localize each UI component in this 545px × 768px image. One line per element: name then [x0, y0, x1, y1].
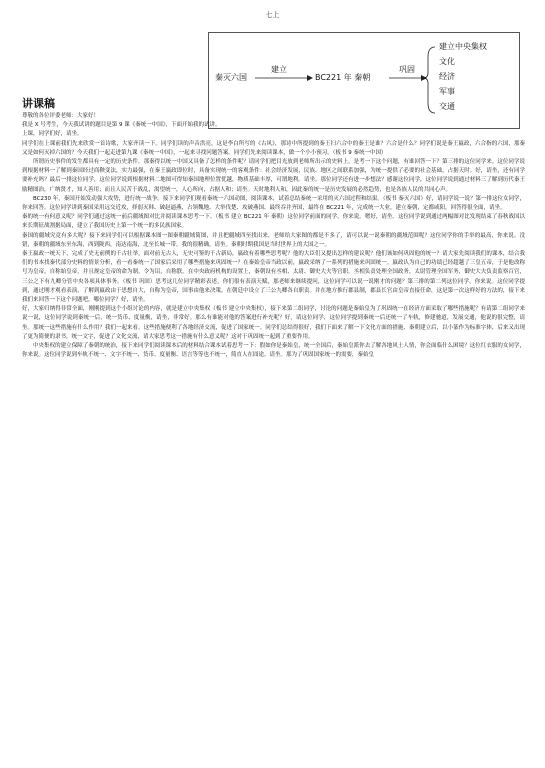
diagram-arrow2-label: 巩固	[399, 65, 415, 74]
paragraph: 所谓历史事件的发生都具有一定的历史条件，那秦得以统一中国又具备了怎样的条件呢？请同学们把目光放到老师所出示的史料上，是考一下这个问题，有谁回答一下？第三排的这位同学来。这位同学说到根据材料一了解到秦国经过商鞅变法，实力最强，在秦王嬴政即位时，具备实现统一的客观条件：社会经济发展，民族、地区之间联系加强，为统一提供了必要的社会基础，占据天时。好，请坐，还有同学要补充吗？最后一排这位同学，这位同学说到根据材料二地图可得知秦国地理位置优越，物质基础丰厚，可谓地利。请坐。那位同学还有进一步想法？感谢这位同学，这位同学说到通过材料三了解到历代秦王励精图治，广纳贤才，知人善用；而且人民苦于战乱，渴望统一，人心所向，占据人和；请坐。天时地利人和，因此秦的统一是历史发展的必然趋势，也是各族人民的共同心声。	[22, 159, 525, 193]
paragraph: 秦国的疆域究竟有多大呢？接下来同学们可以根据课本图一图秦朝疆域简图，并且把疆域四至找出来，老师给大家图的都是不多了，请可以说一说秦朝的疆域范围呢？这位同学你的手举的最高，你来说。没错，秦朝的疆域东至东海，西到陇西，南达南海，北至长城一带。我的很精确，请坐。秦朝时期我国是当时世界上的大国之一。	[22, 232, 525, 248]
paragraph: 好，大家归纳得非常全面，刚刚提到这个小组讨论的内容，就是建立中央集权（板书 建立中央集权），接下来第二组同学，讨论的问题是秦始皇为了巩固统一在经济方面采取了哪些措施呢？有请第二组同学来说一说，这位同学说到秦统一后，统一货币、度量衡，请坐，非常好。那么有谁能对他的答案进行补充呢？好，请这位同学，这位同学提到秦统一后还统一了车轨，修建驰道，发展交通，他说的很完整，请坐。那统一这些措施有什么作用？我们一起来看。这些措施便利了各地经济交流，促进了国家统一。同学们总结得很好，我们下面来了解一下文化方面的措施，秦朝建立后，以小篆作为标准字体，后来又出现了更为简便的隶书，统一文字，促进了文化交流，请大家思考这一措施有什么意义呢？这对于巩固统一起到了重要作用。	[22, 306, 525, 340]
paragraph: 我是 X 号考生，今天我试讲的题目是第 9 课《秦统一中国》，下面开始我的试讲。	[22, 122, 221, 129]
paragraph: 秦的统一有何意义呢？同学们通过这统一前后疆域图对比并阅读课本思考一下。（板书 建立 BC221 年 秦朝）这位同学前面的同学，你来说。嗯好，请坐。这位同学说到通过两幅图对比发现结束了春秋战国以来长期征战割据局面，建立了我国历史上第一个统一的多民族国家。	[22, 214, 525, 230]
paragraph: 上课，同学们好，请坐。	[22, 131, 83, 138]
page-header: 七上	[265, 11, 280, 19]
diagram-item: 交通	[439, 102, 455, 111]
paragraph: BC230 年，秦国开始发动强大攻势，进行统一战争。接下来同学们观看秦统一六国动图，阅读课本，试着总结秦统一采用的灭六国过程和结果。（板书 秦灭六国）好，请同学说一说？第一排这位女同学，你来回答。这位同学讲到秦国采用远交近攻，择弱灭韩、破赵逼燕、占领魏地、大举伐楚、攻破燕国、最终吞并齐国，最终在 BC221 年，完成统一大业，建立秦朝，定都咸阳。回答得很全面，请坐。	[22, 195, 525, 212]
diagram-item: 经济	[439, 72, 455, 81]
lecture-body	[22, 112, 525, 360]
diagram-left-label: 秦灭六国	[215, 73, 247, 82]
paragraph: 中央集权的建立保障了秦朝的统治，接下来同学们阅读课本后的材料结合课本试着思考一下：假如你是秦始皇，统一全国后，秦始皇派你去了解各地风土人情，你会面临什么困境？这位红衣服的女同学，你来说。这位同学说到车轨不统一、文字不统一、货币、度量衡、语言等等也不统一，简直人在囧途。请坐。那为了巩固国家统一的需要，秦始皇	[22, 343, 525, 359]
paragraph: 同学们在上课前我们先来欣赏一首诗歌，大家齐读一下。同学们读的声音洪亮，这是李白所写的《古风》，那诗中所提到的秦王扫六合中的秦王是谁？六合是什么？同学们说是秦王嬴政，六合指的六国，那秦又是如何灭掉六国的？今天我们一起走进第九课《秦统一中国》，一起来寻找问题答案。同学们先来阅读课本，做一个小小预习。（板书 9 秦统一中国）	[22, 140, 525, 156]
diagram-arrow1-label: 建立	[271, 65, 287, 74]
page-title: 讲课稿	[22, 97, 55, 110]
diagram-item: 军事	[439, 87, 455, 96]
diagram-center-label: BC221 年 秦朝	[315, 73, 371, 82]
diagram-item: 建立中央集权	[439, 42, 487, 51]
paragraph: 尊敬的各位评委老师：大家好！	[22, 113, 100, 119]
diagram-item: 文化	[439, 57, 455, 66]
paragraph: 秦王嬴政一统天下，完成了史无前例的千古壮举，面对前无古人，无史可鉴的千古新局，嬴政有着哪些思考呢？他的大臣们又提出怎样的建议呢？他们该如何巩固他的统一？请大家先阅读我们的课本，结合我们的书本找秦代部分史料的情景分析，看一看秦统一了国家后采用了哪些措施来巩固统一？在秦始皇帝当政以前，嬴政采纳了一系列的措施来巩固统一。嬴政认为自己的功绩已经超越了三皇五帝，于是他改称号为皇帝，自称始皇帝，并且规定皇帝的命为制，令为诏，自称朕。在中央政府机构的设置上，秦朝设有丞相、太尉、御史大夫等官职。丞相负责处理全国政务，太尉管理全国军务，御史大夫负责监察百官，三公之下有九卿分管中央各项具体事务。（板书 巩固）思考这几位同学精彩表述，你们很有表演天赋，那老师来继续提问，这位同学可以说一说刚才的问题？第三排的第二列这位同学，你来说。这位同学提到，通过刚才观看表演，了解到嬴政由于思想自大，自称为皇帝，国事由他来决策，在朝廷中设立了三公九卿各自职责。并在地方推行郡县制，郡县长官由皇帝直接任命，这是第一次这样好的方法的，接下来我们来回答一下这个问题吧，哪位同学？好，请坐。	[22, 251, 525, 304]
